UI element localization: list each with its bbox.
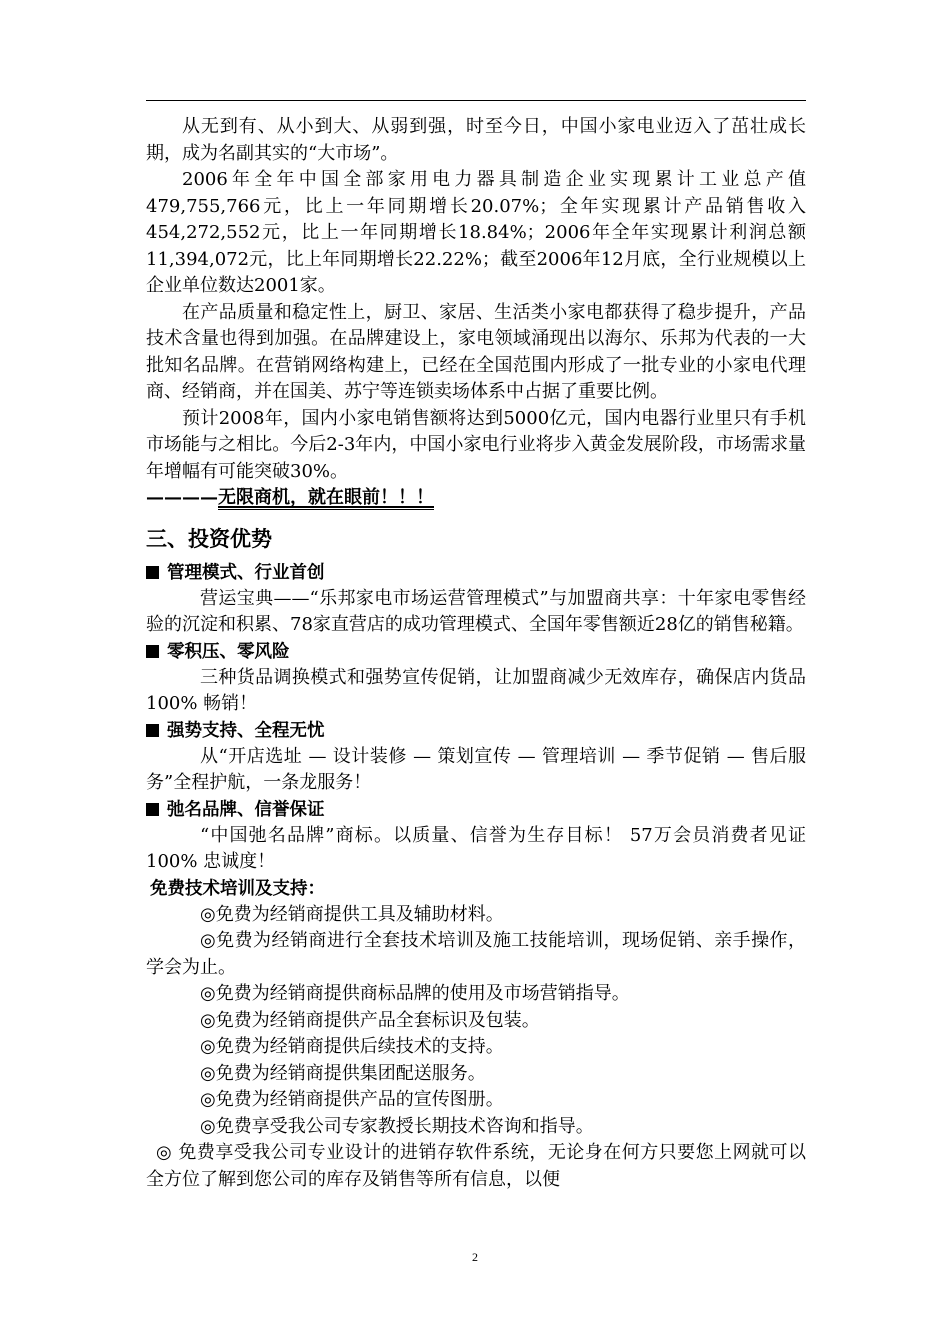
subheading-brand: 弛名品牌、信誉保证 — [146, 797, 806, 823]
square-bullet-icon — [146, 724, 159, 737]
paragraph-2: 2006年全年中国全部家用电力器具制造企业实现累计工业总产值479,755,766元，比上一年同期增长20.07%；全年实现累计产品销售收入454,272,552元，比上一年同期增长18.84%；2006年全年实现累计利润总额11,394,072元，比上年同期增长22.22%；截至2006年12月底，全行业规模以上企业单位数达2001家。 — [146, 169, 806, 296]
training-item: ◎免费为经销商提供后续技术的支持。 — [200, 1036, 504, 1057]
body-management: 营运宝典——“乐邦家电市场运营管理模式”与加盟商共享：十年家电零售经验的沉淀和积累、78家直营店的成功管理模式、全国年零售额近28亿的销售秘籍。 — [146, 587, 806, 635]
paragraph-1: 从无到有、从小到大、从弱到强，时至今日，中国小家电业迈入了茁壮成长期，成为名副其实的“大市场”。 — [146, 116, 806, 164]
paragraph-4: 预计2008年，国内小家电销售额将达到5000亿元，国内电器行业里只有手机市场能与之相比。今后2-3年内，中国小家电行业将步入黄金发展阶段，市场需求量年增幅有可能突破30%。 — [146, 407, 806, 482]
closing-text: 无限商机，就在眼前！！！ — [218, 487, 434, 508]
training-item: ◎免费享受我公司专家教授长期技术咨询和指导。 — [200, 1115, 594, 1137]
square-bullet-icon — [146, 645, 159, 658]
training-item: ◎免费为经销商提供商标品牌的使用及市场营销指导。 — [200, 983, 630, 1004]
page-number: 2 — [472, 1250, 478, 1264]
subheading-management: 管理模式、行业首创 — [146, 560, 806, 586]
subheading-training: 免费技术培训及支持： — [150, 878, 325, 899]
header-rule — [146, 100, 806, 101]
body-zero-risk: 三种货品调换模式和强势宣传促销，让加盟商减少无效库存，确保店内货品100% 畅销！ — [146, 666, 806, 714]
training-item: ◎免费为经销商提供产品全套标识及包装。 — [200, 1009, 540, 1031]
square-bullet-icon — [146, 566, 159, 579]
training-item: ◎免费为经销商提供工具及辅助材料。 — [200, 903, 504, 925]
training-item: ◎免费为经销商提供集团配送服务。 — [200, 1062, 486, 1084]
body-support: 从“开店选址 — 设计装修 — 策划宣传 — 管理培训 — 季节促销 — 售后服务”全程护航，一条龙服务！ — [146, 745, 806, 793]
closing-dashes: ———— — [146, 487, 218, 508]
training-item: ◎免费为经销商进行全套技术培训及施工技能培训，现场促销、亲手操作，学会为止。 — [146, 930, 806, 978]
training-item-software: ◎ 免费享受我公司专业设计的进销存软件系统，无论身在何方只要您上网就可以全方位了解到您公司的库存及销售等所有信息，以便 — [146, 1142, 806, 1190]
document-body — [146, 114, 806, 1193]
square-bullet-icon — [146, 803, 159, 816]
section-title: 三、投资优势 — [146, 526, 272, 551]
body-brand: “中国弛名品牌”商标。以质量、信誉为生存目标！ 57万会员消费者见证100% 忠诚度！ — [146, 824, 806, 872]
closing-slogan — [146, 485, 806, 512]
subheading-zero-risk: 零积压、零风险 — [146, 639, 806, 665]
training-item: ◎免费为经销商提供产品的宣传图册。 — [200, 1089, 504, 1110]
paragraph-3: 在产品质量和稳定性上，厨卫、家居、生活类小家电都获得了稳步提升，产品技术含量也得到加强。在品牌建设上，家电领域涌现出以海尔、乐邦为代表的一大批知名品牌。在营销网络构建上，已经在全国范围内形成了一批专业的小家电代理商、经销商，并在国美、苏宁等连锁卖场体系中占据了重要比例。 — [146, 301, 806, 402]
subheading-support: 强势支持、全程无忧 — [146, 718, 806, 744]
